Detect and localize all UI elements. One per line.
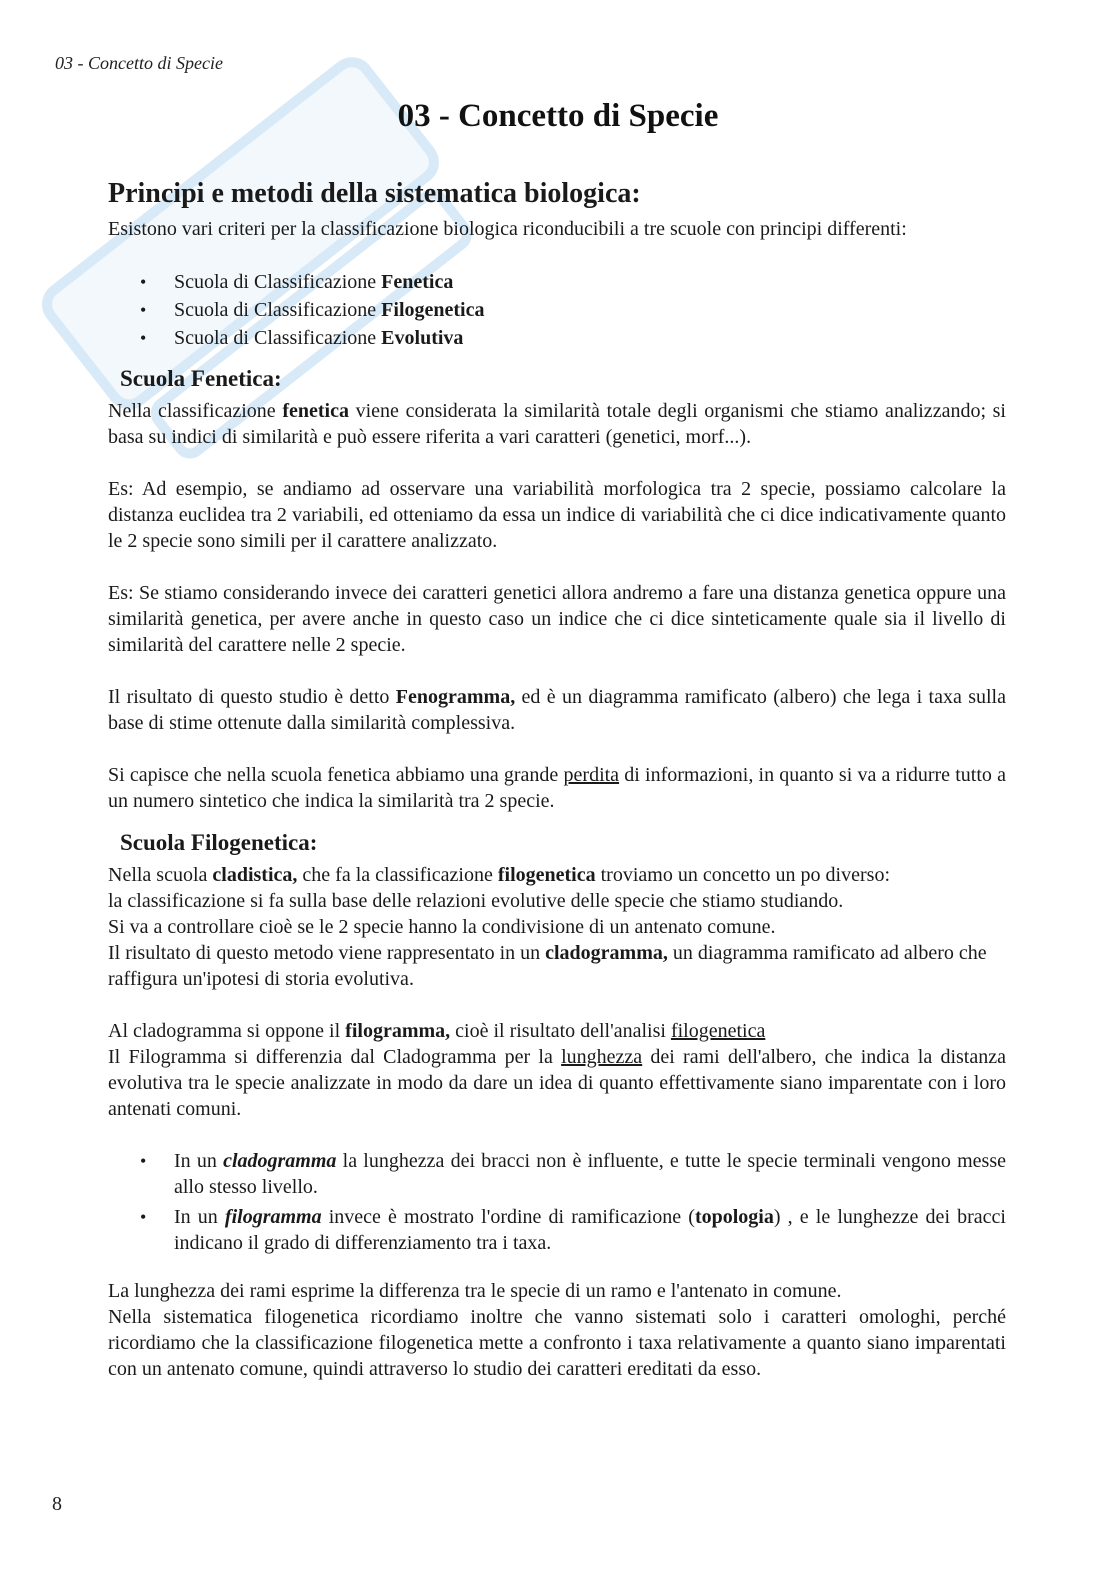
filogenetica-paragraph-2b: Il Filogramma si differenzia dal Cladogramma per la lunghezza dei rami dell'albero, che indica la distanza evolutiva tra le specie analizzate in modo da dare un idea di quanto effettivamente siano imparentate con i loro antenati comuni. (108, 1046, 1006, 1120)
filogenetica-paragraph-2: Al cladogramma si oppone il filogramma, cioè il risultato dell'analisi filogenetica (108, 1020, 766, 1042)
list-item: • Scuola di Classificazione Evolutiva (140, 324, 1006, 352)
intro-paragraph: Esistono vari criteri per la classificazione biologica riconducibili a tre scuole con principi differenti: (108, 218, 907, 240)
filogenetica-line-4: Il risultato di questo metodo viene rappresentato in un cladogramma, un diagramma ramificato ad albero che raffigura un'ipotesi di storia evolutiva. (108, 942, 987, 990)
list-item: • Scuola di Classificazione Fenetica (140, 268, 1006, 296)
running-header: 03 - Concetto di Specie (55, 53, 223, 73)
list-item: • In un filogramma invece è mostrato l'ordine di ramificazione (topologia) , e le lunghezze dei bracci indicano il grado di differenziamento tra i taxa. (140, 1204, 1006, 1256)
fenetica-paragraph-5: Si capisce che nella scuola fenetica abbiamo una grande perdita di informazioni, in quanto si va a ridurre tutto a un numero sintetico che indica la similarità tra 2 specie. (108, 764, 1007, 812)
filogenetica-paragraph-1: Nella scuola cladistica, che fa la classificazione filogenetica troviamo un concetto un po diverso: (108, 864, 890, 886)
section-heading-filogenetica: Scuola Filogenetica: (120, 830, 318, 855)
document-body (108, 172, 1006, 1382)
gram-comparison-list (108, 1148, 1006, 1256)
section-heading-principi: Principi e metodi della sistematica biologica: (108, 178, 641, 209)
section-heading-fenetica: Scuola Fenetica: (120, 366, 282, 391)
list-item: • In un cladogramma la lunghezza dei bracci non è influente, e tutte le specie terminali vengono messe allo stesso livello. (140, 1148, 1006, 1200)
filogenetica-paragraph-4: Nella sistematica filogenetica ricordiamo inoltre che vanno sistemati solo i caratteri omologhi, perché ricordiamo che la classificazione filogenetica mette a confronto i taxa relativamente a quanto siano imparentati con un antenato comune, quindi attraverso lo studio dei caratteri ereditati da esso. (108, 1306, 1006, 1380)
filogenetica-line-2: la classificazione si fa sulla base delle relazioni evolutive delle specie che stiamo studiando. (108, 890, 844, 912)
fenetica-paragraph-1: Nella classificazione fenetica viene considerata la similarità totale degli organismi che stiamo analizzando; si basa su indici di similarità e può essere riferita a vari caratteri (genetici, morf...). (108, 400, 1006, 448)
filogenetica-line-3: Si va a controllare cioè se le 2 specie hanno la condivisione di un antenato comune. (108, 916, 776, 938)
fenetica-paragraph-2: Es: Ad esempio, se andiamo ad osservare una variabilità morfologica tra 2 specie, possiamo calcolare la distanza euclidea tra 2 variabili, ed otteniamo da essa un indice di variabilità che ci dice indicativamente quanto le 2 specie sono simili per il carattere analizzato. (108, 478, 1006, 552)
fenetica-paragraph-4: Il risultato di questo studio è detto Fenogramma, ed è un diagramma ramificato (albero) che lega i taxa sulla base di stime ottenute dalla similarità complessiva. (108, 686, 1006, 734)
fenetica-paragraph-3: Es: Se stiamo considerando invece dei caratteri genetici allora andremo a fare una distanza genetica oppure una similarità genetica, per avere anche in questo caso un indice che ci dice sinteticamente quale sia il livello di similarità del carattere nelle 2 specie. (108, 582, 1006, 656)
filogenetica-paragraph-3: La lunghezza dei rami esprime la differenza tra le specie di un ramo e l'antenato in comune. (108, 1280, 842, 1302)
schools-list (108, 268, 1006, 352)
page-number: 8 (52, 1493, 62, 1515)
document-title: 03 - Concetto di Specie (397, 98, 719, 134)
list-item: • Scuola di Classificazione Filogenetica (140, 296, 1006, 324)
